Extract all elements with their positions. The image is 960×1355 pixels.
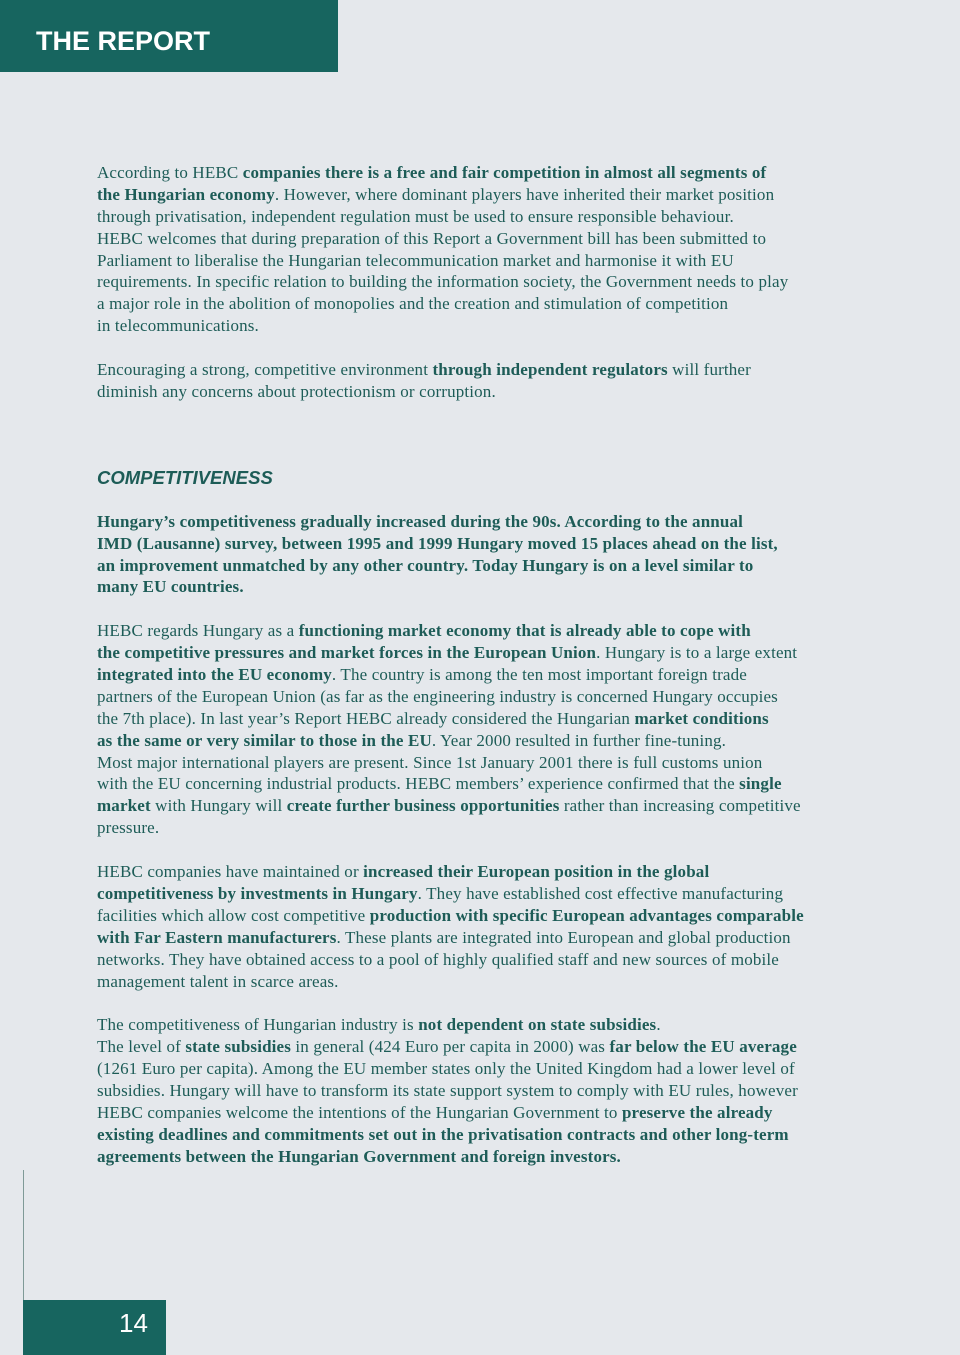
text-run: The level of [97, 1037, 186, 1057]
text-run: rather than increasing competitive [559, 796, 801, 816]
text-run: According to HEBC [97, 163, 243, 182]
text-run: . However, where dominant players have inherited their market position [274, 184, 775, 204]
bold-text-run: production with specific European advantages comparable [369, 905, 804, 925]
text-run: facilities which allow cost competitive [97, 905, 370, 925]
text-line [97, 1080, 937, 1102]
bold-text-run: IMD (Lausanne) survey, between 1995 and 1999 Hungary moved 15 places ahead on the list, [97, 533, 778, 553]
text-line [97, 381, 937, 403]
text-line [97, 359, 937, 381]
text-run: diminish any concerns about protectionism or corruption. [97, 381, 496, 401]
bold-text-run: functioning market economy that is already able to cope with [298, 621, 751, 641]
text-line [97, 664, 937, 686]
text-line [97, 730, 937, 752]
text-line [97, 1036, 937, 1058]
bold-text-run: many EU countries. [97, 577, 244, 597]
intro-paragraph [97, 162, 937, 337]
bold-text-run: existing deadlines and commitments set out in the privatisation contracts and other long-term [97, 1124, 789, 1144]
competitiveness-paragraph [97, 511, 937, 599]
text-run: HEBC companies have maintained or [97, 862, 364, 882]
text-line [97, 620, 937, 642]
text-run: Parliament to liberalise the Hungarian telecommunication market and harmonise it with EU [97, 250, 734, 270]
text-line [97, 795, 937, 817]
bold-text-run: not dependent on state subsidies [418, 1015, 657, 1035]
text-line [97, 752, 937, 774]
bold-text-run: create further business opportunities [286, 796, 560, 816]
text-line [97, 1124, 937, 1146]
text-run: HEBC companies welcome the intentions of the Hungarian Government to [97, 1102, 622, 1122]
text-run: the 7th place). In last year’s Report HEBC already considered the Hungarian [97, 708, 635, 728]
text-line [97, 293, 937, 315]
competitiveness-paragraph [97, 620, 937, 839]
bold-text-run: competitiveness by investments in Hungary [97, 883, 418, 903]
bold-text-run: far below the EU average [609, 1037, 797, 1057]
text-run: in general (424 Euro per capita in 2000) was [291, 1037, 610, 1057]
page-number: 14 [119, 1308, 148, 1338]
text-run: in telecommunications. [97, 316, 259, 336]
text-line [97, 271, 937, 293]
text-run: requirements. In specific relation to building the information society, the Government needs to play [97, 272, 789, 292]
text-run: partners of the European Union (as far as the engineering industry is concerned Hungary occupies [97, 686, 778, 706]
text-line [97, 1014, 937, 1036]
bold-text-run: through independent regulators [432, 360, 668, 380]
text-run: HEBC welcomes that during preparation of this Report a Government bill has been submitted to [97, 228, 767, 248]
bold-text-run: preserve the already [621, 1102, 773, 1122]
bold-text-run: market [97, 796, 151, 816]
text-line [97, 817, 937, 839]
text-run: a major role in the abolition of monopolies and the creation and stimulation of competition [97, 294, 729, 314]
text-run: Most major international players are present. Since 1st January 2001 there is full customs union [97, 752, 763, 772]
text-line [97, 927, 937, 949]
page-title: THE REPORT [36, 26, 211, 56]
text-run: . They have established cost effective manufacturing [417, 883, 784, 903]
text-line [97, 206, 937, 228]
bold-text-run: agreements between the Hungarian Government and foreign investors. [97, 1146, 621, 1166]
header-banner [0, 0, 338, 72]
text-run: . The country is among the ten most important foreign trade [331, 665, 747, 685]
text-run: (1261 Euro per capita). Among the EU member states only the United Kingdom had a lower level of [97, 1059, 795, 1079]
margin-rule [23, 1170, 24, 1300]
text-line [97, 162, 937, 184]
bold-text-run: the competitive pressures and market forces in the European Union [97, 643, 597, 663]
text-line [97, 555, 937, 577]
text-line [97, 511, 937, 533]
text-line [97, 533, 937, 555]
bold-text-run: with Far Eastern manufacturers [97, 927, 337, 947]
bold-text-run: the Hungarian economy [97, 184, 275, 204]
bold-text-run: integrated into the EU economy [97, 665, 332, 685]
text-run: with the EU concerning industrial products. HEBC members’ experience confirmed that the [97, 774, 740, 794]
text-line [97, 250, 937, 272]
bold-text-run: state subsidies [185, 1037, 292, 1057]
bold-text-run: single [739, 774, 782, 794]
text-run: will further [667, 360, 751, 380]
text-run: networks. They have obtained access to a pool of highly qualified staff and new sources of mobile [97, 949, 779, 969]
text-line [97, 686, 937, 708]
text-run: subsidies. Hungary will have to transform its state support system to comply with EU rules, however [97, 1080, 798, 1100]
text-line [97, 315, 937, 337]
text-run: management talent in scarce areas. [97, 971, 339, 991]
text-line [97, 773, 937, 795]
report-body [97, 162, 937, 1189]
text-run: with Hungary will [150, 796, 287, 816]
text-run: through privatisation, independent regulation must be used to ensure responsible behaviour. [97, 206, 734, 226]
page-number-box [23, 1300, 166, 1355]
text-line [97, 708, 937, 730]
text-run: HEBC regards Hungary as a [97, 621, 299, 641]
text-line [97, 949, 937, 971]
text-line [97, 905, 937, 927]
text-line [97, 184, 937, 206]
intro-paragraph [97, 359, 937, 403]
text-line [97, 861, 937, 883]
bold-text-run: companies there is a free and fair competition in almost all segments of [242, 163, 767, 182]
text-line [97, 1146, 937, 1168]
text-run: The competitiveness of Hungarian industry is [97, 1015, 419, 1035]
text-run: . [656, 1015, 661, 1035]
text-line [97, 642, 937, 664]
bold-text-run: market conditions [634, 708, 769, 728]
text-line [97, 971, 937, 993]
text-run: . Year 2000 resulted in further fine-tuning. [431, 730, 727, 750]
text-run: . Hungary is to a large extent [596, 643, 798, 663]
competitiveness-paragraph [97, 861, 937, 992]
text-run: . These plants are integrated into European and global production [336, 927, 791, 947]
bold-text-run: an improvement unmatched by any other country. Today Hungary is on a level similar to [97, 555, 754, 575]
text-line [97, 1058, 937, 1080]
bold-text-run: as the same or very similar to those in the EU [97, 730, 432, 750]
competitiveness-paragraph [97, 1014, 937, 1167]
text-line [97, 883, 937, 905]
bold-text-run: Hungary’s competitiveness gradually increased during the 90s. According to the annual [97, 511, 744, 531]
section-heading: COMPETITIVENESS [97, 466, 273, 488]
text-run: pressure. [97, 818, 160, 838]
text-line [97, 1102, 937, 1124]
bold-text-run: increased their European position in the global [363, 862, 710, 882]
text-line [97, 228, 937, 250]
text-line [97, 576, 937, 598]
text-run: Encouraging a strong, competitive environment [97, 360, 433, 380]
